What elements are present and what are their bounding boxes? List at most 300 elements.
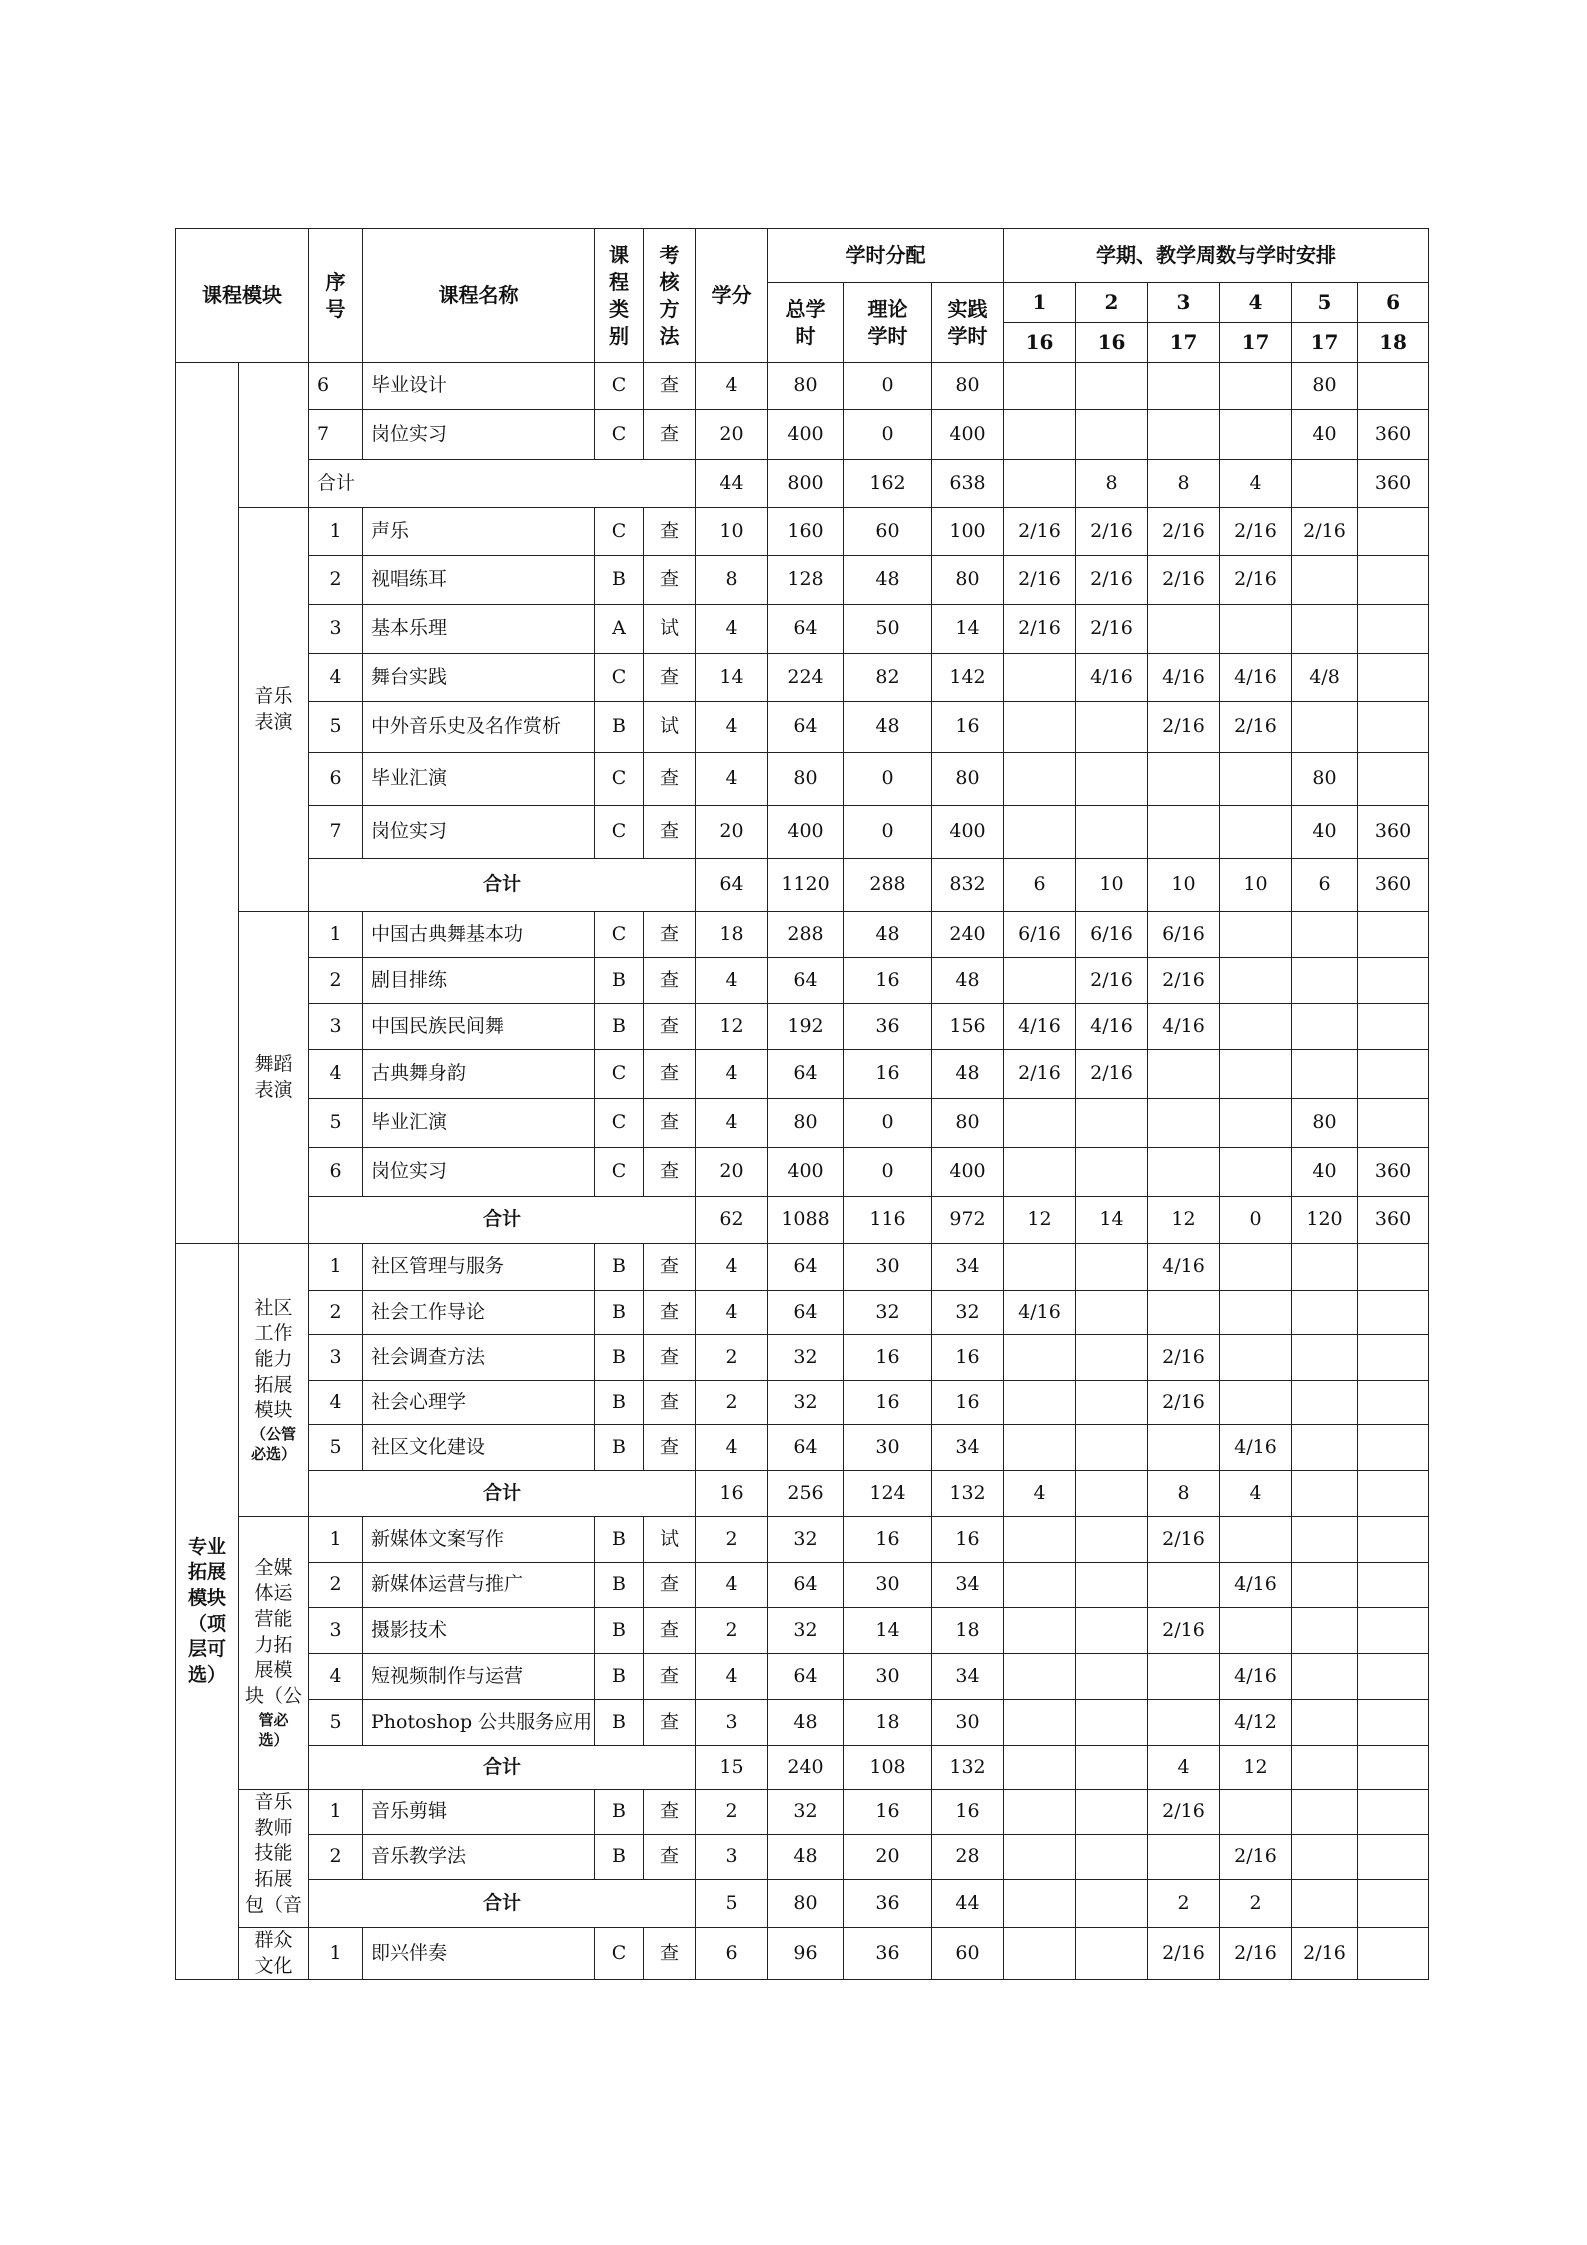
practice-hours-value: 832 [932,859,1004,912]
header-semester-number: 6 [1358,283,1429,323]
table-row [176,1004,1429,1050]
course-seq: 4 [309,1050,363,1099]
header-line: 学时 [947,323,988,348]
table-row [176,1517,1429,1563]
semester-hours-value [1076,1291,1148,1335]
semester-hours-value [1148,1425,1220,1471]
semester-hours-value [1292,912,1358,958]
course-assess-method: 查 [644,912,696,958]
semester-hours-value: 12 [1220,1746,1292,1790]
semester-hours-value: 2/16 [1076,958,1148,1004]
credit-value: 4 [696,753,768,806]
section-label-line: （公管 [250,1424,296,1443]
semester-hours-value: 2/16 [1148,1790,1220,1835]
section-label-mass-culture [239,1928,309,1980]
semester-hours-value [1076,806,1148,859]
semester-hours-value [1148,1099,1220,1148]
semester-hours-value [1004,958,1076,1004]
table-row [176,1471,1429,1517]
semester-hours-value [1004,1517,1076,1563]
semester-hours-value [1076,1654,1148,1700]
course-seq: 2 [309,556,363,605]
semester-hours-value [1076,1700,1148,1746]
header-credit: 学分 [696,229,768,363]
theory-hours-value: 108 [844,1746,932,1790]
header-seq-line: 号 [325,296,346,321]
semester-hours-value: 2/16 [1148,702,1220,753]
total-hours-value: 32 [768,1790,844,1835]
semester-hours-value [1148,363,1220,410]
semester-hours-value [1358,654,1429,702]
table-row [176,1244,1429,1291]
header-weeks: 16 [1076,323,1148,363]
course-type: B [595,1381,644,1425]
semester-hours-value [1076,1517,1148,1563]
semester-hours-value: 2/16 [1220,1835,1292,1880]
section-label-line: 展模 [254,1659,293,1682]
table-row [176,1608,1429,1654]
course-assess-method: 查 [644,508,696,556]
section-label-line: 音乐 [254,684,293,707]
header-line: 时 [795,323,816,348]
course-type: C [595,508,644,556]
total-hours-value: 32 [768,1608,844,1654]
section-label-all-media [239,1517,309,1790]
practice-hours-value: 132 [932,1471,1004,1517]
semester-hours-value: 10 [1220,859,1292,912]
practice-hours-value: 80 [932,556,1004,605]
course-seq: 1 [309,1928,363,1980]
total-hours-value: 32 [768,1381,844,1425]
semester-hours-value: 4/12 [1220,1700,1292,1746]
course-name: 岗位实习 [363,1148,595,1197]
credit-value: 4 [696,363,768,410]
semester-hours-value [1004,1746,1076,1790]
theory-hours-value: 48 [844,912,932,958]
header-semester-number: 2 [1076,283,1148,323]
table-row [176,1880,1429,1928]
header-semester-schedule: 学期、教学周数与学时安排 [1004,229,1429,283]
semester-hours-value [1220,1004,1292,1050]
theory-hours-value: 16 [844,958,932,1004]
credit-value: 8 [696,556,768,605]
course-type: B [595,958,644,1004]
theory-hours-value: 60 [844,508,932,556]
semester-hours-value [1076,1790,1148,1835]
semester-hours-value [1220,1050,1292,1099]
header-weeks: 17 [1148,323,1220,363]
credit-value: 18 [696,912,768,958]
course-seq: 1 [309,1517,363,1563]
header-type-line: 课 [609,242,629,267]
semester-hours-value [1076,1148,1148,1197]
section-label-line: 层可 [187,1638,226,1661]
theory-hours-value: 288 [844,859,932,912]
semester-hours-value [1358,912,1429,958]
header-weeks: 16 [1004,323,1076,363]
header-course-name: 课程名称 [363,229,595,363]
theory-hours-value: 14 [844,1608,932,1654]
theory-hours-value: 36 [844,1004,932,1050]
credit-value: 2 [696,1335,768,1381]
header-seq [309,229,363,363]
section-label-line: 全媒 [254,1556,293,1579]
credit-value: 12 [696,1004,768,1050]
course-name: 社会工作导论 [363,1291,595,1335]
course-type: A [595,605,644,654]
course-name: 古典舞身韵 [363,1050,595,1099]
semester-hours-value [1220,1608,1292,1654]
header-practice-hours [932,283,1004,363]
semester-hours-value: 2/16 [1148,1608,1220,1654]
course-type: C [595,363,644,410]
semester-hours-value [1358,508,1429,556]
header-semester-number: 4 [1220,283,1292,323]
course-assess-method: 查 [644,1835,696,1880]
practice-hours-value: 400 [932,806,1004,859]
semester-hours-value: 2/16 [1292,1928,1358,1980]
header-type-line: 别 [609,323,629,348]
course-seq: 3 [309,1335,363,1381]
course-type: C [595,1050,644,1099]
semester-hours-value [1004,1654,1076,1700]
practice-hours-value: 638 [932,460,1004,508]
course-type: B [595,1425,644,1471]
semester-hours-value [1004,1790,1076,1835]
practice-hours-value: 18 [932,1608,1004,1654]
semester-hours-value: 4 [1148,1746,1220,1790]
semester-hours-value [1292,1608,1358,1654]
total-hours-value: 48 [768,1700,844,1746]
semester-hours-value [1004,702,1076,753]
semester-hours-value [1220,410,1292,460]
practice-hours-value: 34 [932,1244,1004,1291]
course-type: B [595,1563,644,1608]
section-label-dance-performance [239,912,309,1244]
semester-hours-value: 6/16 [1148,912,1220,958]
section-label-line: 管必 [258,1710,289,1729]
semester-hours-value [1358,958,1429,1004]
section-label-line: 群众 [254,1929,293,1951]
section-label-line: 音乐 [254,1791,293,1813]
credit-value: 4 [696,1050,768,1099]
course-assess-method: 查 [644,1608,696,1654]
semester-hours-value: 120 [1292,1197,1358,1244]
semester-hours-value [1004,1425,1076,1471]
semester-hours-value [1292,460,1358,508]
semester-hours-value [1292,1835,1358,1880]
total-hours-value: 400 [768,1148,844,1197]
practice-hours-value: 34 [932,1425,1004,1471]
course-assess-method: 查 [644,363,696,410]
course-seq: 6 [309,363,363,410]
semester-hours-value [1358,1835,1429,1880]
table-row [176,1835,1429,1880]
practice-hours-value: 16 [932,1335,1004,1381]
practice-hours-value: 48 [932,1050,1004,1099]
semester-hours-value [1220,1148,1292,1197]
course-type: C [595,1148,644,1197]
semester-hours-value [1358,556,1429,605]
table-row [176,556,1429,605]
course-seq: 2 [309,1291,363,1335]
semester-hours-value: 4/16 [1076,654,1148,702]
course-seq: 1 [309,1790,363,1835]
semester-hours-value [1292,1563,1358,1608]
theory-hours-value: 32 [844,1291,932,1335]
credit-value: 15 [696,1746,768,1790]
course-assess-method: 查 [644,410,696,460]
practice-hours-value: 16 [932,1381,1004,1425]
theory-hours-value: 50 [844,605,932,654]
semester-hours-value: 4/16 [1148,1244,1220,1291]
theory-hours-value: 16 [844,1790,932,1835]
course-name: 声乐 [363,508,595,556]
section-blank-cell [239,363,309,508]
credit-value: 62 [696,1197,768,1244]
semester-hours-value [1004,1335,1076,1381]
semester-hours-value: 2/16 [1076,605,1148,654]
table-row [176,1381,1429,1425]
semester-hours-value [1076,363,1148,410]
semester-hours-value: 40 [1292,410,1358,460]
course-type: C [595,806,644,859]
course-assess-method: 查 [644,1790,696,1835]
total-hours-value: 800 [768,460,844,508]
semester-hours-value [1076,1099,1148,1148]
course-seq: 2 [309,958,363,1004]
semester-hours-value [1292,556,1358,605]
header-line: 实践 [947,296,988,321]
semester-hours-value: 80 [1292,1099,1358,1148]
semester-hours-value [1358,1291,1429,1335]
theory-hours-value: 30 [844,1654,932,1700]
subtotal-label: 合计 [309,1746,696,1790]
credit-value: 20 [696,410,768,460]
course-seq: 1 [309,912,363,958]
table-row [176,508,1429,556]
theory-hours-value: 0 [844,1148,932,1197]
semester-hours-value: 2/16 [1148,1335,1220,1381]
semester-hours-value [1220,1291,1292,1335]
practice-hours-value: 32 [932,1291,1004,1335]
semester-hours-value [1292,1654,1358,1700]
semester-hours-value [1076,1381,1148,1425]
practice-hours-value: 132 [932,1746,1004,1790]
course-assess-method: 试 [644,605,696,654]
header-type-line: 程 [609,269,629,294]
header-weeks: 17 [1292,323,1358,363]
theory-hours-value: 48 [844,702,932,753]
semester-hours-value [1004,460,1076,508]
table-row [176,654,1429,702]
header-assess-line: 考 [659,242,680,267]
semester-hours-value: 80 [1292,753,1358,806]
credit-value: 44 [696,460,768,508]
theory-hours-value: 30 [844,1563,932,1608]
semester-hours-value: 360 [1358,460,1429,508]
theory-hours-value: 82 [844,654,932,702]
total-hours-value: 192 [768,1004,844,1050]
semester-hours-value: 4/16 [1004,1004,1076,1050]
practice-hours-value: 60 [932,1928,1004,1980]
semester-hours-value [1358,1880,1429,1928]
course-seq: 2 [309,1835,363,1880]
semester-hours-value [1358,1700,1429,1746]
semester-hours-value [1292,1746,1358,1790]
theory-hours-value: 16 [844,1335,932,1381]
semester-hours-value [1358,1099,1429,1148]
section-label-line: 能力 [254,1347,293,1370]
course-name: 社会调查方法 [363,1335,595,1381]
total-hours-value: 32 [768,1517,844,1563]
semester-hours-value [1076,1880,1148,1928]
course-assess-method: 查 [644,556,696,605]
section-blank-cell [176,363,239,1244]
section-label-line: 拓展 [254,1867,293,1890]
section-label-line: 社区 [254,1296,293,1319]
course-assess-method: 查 [644,1700,696,1746]
semester-hours-value [1358,1244,1429,1291]
semester-hours-value: 2 [1220,1880,1292,1928]
header-course-type [595,229,644,363]
subtotal-label: 合计 [309,859,696,912]
course-seq: 6 [309,1148,363,1197]
semester-hours-value [1004,410,1076,460]
semester-hours-value: 2/16 [1076,1050,1148,1099]
course-assess-method: 查 [644,1050,696,1099]
section-label-line: 营能 [254,1608,293,1631]
course-name: 中国民族民间舞 [363,1004,595,1050]
course-name: 视唱练耳 [363,556,595,605]
course-seq: 1 [309,508,363,556]
section-label-line: 选） [258,1730,289,1749]
course-type: C [595,1099,644,1148]
credit-value: 3 [696,1700,768,1746]
semester-hours-value [1220,958,1292,1004]
course-assess-method: 查 [644,654,696,702]
theory-hours-value: 30 [844,1244,932,1291]
section-label-line: 模块 [187,1587,226,1609]
total-hours-value: 400 [768,806,844,859]
table-row [176,1291,1429,1335]
total-hours-value: 64 [768,1654,844,1700]
section-label-line: 表演 [254,1078,293,1101]
course-name: 毕业汇演 [363,1099,595,1148]
course-assess-method: 查 [644,806,696,859]
semester-hours-value [1292,1291,1358,1335]
course-type: B [595,1291,644,1335]
semester-hours-value [1004,1880,1076,1928]
semester-hours-value [1358,363,1429,410]
table-row [176,1335,1429,1381]
semester-hours-value [1292,702,1358,753]
semester-hours-value: 2/16 [1148,1517,1220,1563]
section-label-line: 模块 [254,1399,293,1422]
course-seq: 5 [309,1700,363,1746]
course-type: C [595,654,644,702]
course-type: B [595,1335,644,1381]
section-label-line: 拓展 [187,1561,226,1584]
course-type: B [595,1835,644,1880]
semester-hours-value: 360 [1358,1148,1429,1197]
section-label-line: 体运 [254,1582,293,1605]
table-row [176,1050,1429,1099]
course-seq: 4 [309,1654,363,1700]
total-hours-value: 64 [768,1425,844,1471]
course-type: B [595,1244,644,1291]
practice-hours-value: 80 [932,753,1004,806]
credit-value: 4 [696,1425,768,1471]
section-label-line: 力拓 [254,1633,293,1656]
credit-value: 6 [696,1928,768,1980]
theory-hours-value: 30 [844,1425,932,1471]
semester-hours-value: 6 [1004,859,1076,912]
header-semester-number: 1 [1004,283,1076,323]
semester-hours-value [1220,1099,1292,1148]
practice-hours-value: 972 [932,1197,1004,1244]
credit-value: 64 [696,859,768,912]
total-hours-value: 48 [768,1835,844,1880]
header-hours-distribution: 学时分配 [768,229,1004,283]
semester-hours-value: 2/16 [1220,508,1292,556]
credit-value: 20 [696,806,768,859]
course-name: 中外音乐史及名作赏析 [363,702,595,753]
theory-hours-value: 162 [844,460,932,508]
curriculum-schedule-table [175,228,1429,1980]
total-hours-value: 64 [768,702,844,753]
subtotal-label: 合计 [309,1471,696,1517]
total-hours-value: 64 [768,958,844,1004]
course-assess-method: 查 [644,1148,696,1197]
semester-hours-value [1076,753,1148,806]
course-assess-method: 查 [644,958,696,1004]
semester-hours-value [1148,753,1220,806]
semester-hours-value [1292,1335,1358,1381]
semester-hours-value: 6 [1292,859,1358,912]
total-hours-value: 80 [768,753,844,806]
semester-hours-value [1358,1517,1429,1563]
semester-hours-value [1076,702,1148,753]
practice-hours-value: 34 [932,1654,1004,1700]
credit-value: 4 [696,1291,768,1335]
practice-hours-value: 16 [932,702,1004,753]
semester-hours-value [1358,605,1429,654]
semester-hours-value: 2/16 [1148,1928,1220,1980]
header-line: 学时 [867,323,908,348]
semester-hours-value [1220,1790,1292,1835]
total-hours-value: 240 [768,1746,844,1790]
theory-hours-value: 0 [844,1099,932,1148]
section-label-line: 文化 [254,1954,293,1977]
semester-hours-value: 10 [1076,859,1148,912]
total-hours-value: 64 [768,1244,844,1291]
course-assess-method: 查 [644,1381,696,1425]
semester-hours-value: 4 [1220,1471,1292,1517]
table-row [176,460,1429,508]
semester-hours-value [1004,363,1076,410]
semester-hours-value: 10 [1148,859,1220,912]
semester-hours-value: 4/16 [1220,1654,1292,1700]
semester-hours-value [1148,1563,1220,1608]
semester-hours-value: 360 [1358,859,1429,912]
practice-hours-value: 156 [932,1004,1004,1050]
course-type: B [595,556,644,605]
theory-hours-value: 0 [844,806,932,859]
section-label-music-performance [239,508,309,912]
semester-hours-value [1358,1381,1429,1425]
semester-hours-value: 2/16 [1220,556,1292,605]
